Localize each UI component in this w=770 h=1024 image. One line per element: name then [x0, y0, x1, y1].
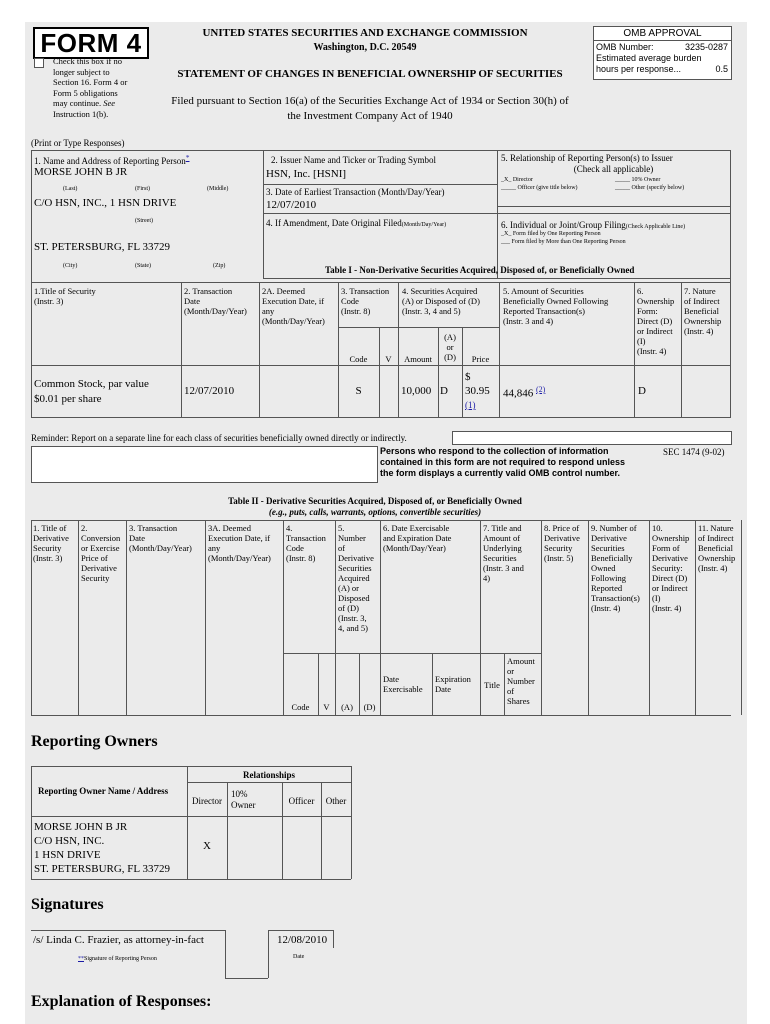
reporting-owners-heading: Reporting Owners	[31, 733, 158, 750]
t2-c1-line: 1. Title of	[33, 523, 67, 533]
t1-row-security	[34, 377, 149, 407]
city-label: (City)	[63, 263, 78, 269]
t1-h6-line: Ownership	[637, 296, 675, 306]
t2-date-ex-line: Exercisable	[383, 684, 423, 694]
form-title-box	[33, 27, 149, 59]
t2-c5-line: Derivative	[338, 553, 374, 563]
t1-price-symbol: $	[465, 371, 471, 383]
t2-c8-line: 8. Price of	[544, 523, 580, 533]
t2-col2-header	[81, 523, 120, 583]
signature-date: 12/08/2010	[277, 934, 328, 946]
notice-line: the form displays a currently valid OMB control number.	[380, 468, 621, 478]
earliest-date-value: 12/07/2010	[266, 199, 317, 211]
t2-c7-line: Underlying	[483, 543, 522, 553]
t2-c11-line: (Instr. 4)	[698, 563, 728, 573]
t2-sub-amount	[507, 656, 535, 706]
t2-c9-line: 9. Number of	[591, 523, 637, 533]
t1-h7-line: Ownership	[684, 316, 722, 326]
reporting-person-city: ST. PETERSBURG, FL 33729	[34, 241, 170, 253]
t2-c11-line: Beneficial	[698, 543, 733, 553]
t1-h6-line: Form:	[637, 306, 658, 316]
t1-sub-amount: Amount	[404, 354, 432, 364]
t2-c5-line: of	[338, 543, 346, 553]
t2-amount-line: of	[507, 686, 515, 696]
t1-security-line: Common Stock, par value	[34, 378, 149, 390]
t2-c5-line: Acquired	[338, 573, 370, 583]
t2-c8-line: Derivative	[544, 533, 580, 543]
t1-row-form: D	[638, 385, 646, 397]
form-sheet	[25, 22, 747, 1024]
t2-col3-header	[129, 523, 192, 553]
t2-sub-title: Title	[484, 680, 500, 690]
state-label: (State)	[135, 263, 151, 269]
t2-c9-line: Derivative	[591, 533, 627, 543]
ten-pct-line: Owner	[231, 800, 256, 810]
signature-label-text: Signature of Reporting Person	[84, 956, 157, 962]
section16-checkbox[interactable]	[34, 58, 44, 68]
t2-c5-line: 4, and 5)	[338, 623, 368, 633]
date-label: Date	[293, 954, 305, 960]
zip-label: (Zip)	[213, 263, 226, 269]
reporting-person-name: MORSE JOHN B JR	[34, 166, 128, 178]
t2-col5-header	[338, 523, 374, 633]
reporting-person-label	[34, 153, 189, 166]
t2-sub-expiration	[435, 674, 471, 694]
relationships-header: Relationships	[242, 770, 295, 780]
t1-col4-header	[402, 286, 480, 316]
t1-col5-header	[503, 286, 608, 326]
omb-number-label: OMB Number:	[596, 42, 654, 52]
t2-col1-header	[33, 523, 69, 563]
t2-c10-line: (Instr. 4)	[652, 603, 682, 613]
owner-line: C/O HSN, INC.	[34, 835, 105, 847]
t2-c9-line: Securities	[591, 543, 625, 553]
t1-security-line: $0.01 per share	[34, 393, 102, 405]
t1-h2a-line: any	[262, 306, 275, 316]
t2-c11-line: Ownership	[698, 553, 736, 563]
t1-h2a-line: (Month/Day/Year)	[262, 316, 325, 326]
t2-c3a-line: any	[208, 543, 221, 553]
t1-h1-line: 1.Title of Security	[34, 286, 96, 296]
signatures-heading: Signatures	[31, 896, 104, 913]
relationship-officer: _____ Officer (give title below)	[501, 185, 578, 191]
t2-c9-line: Following	[591, 573, 626, 583]
sec-form-number: SEC 1474 (9-02)	[663, 447, 725, 457]
t2-c9-line: Reported	[591, 583, 623, 593]
omb-burden-line1: Estimated average burden	[596, 53, 702, 63]
omb-title: OMB APPROVAL	[594, 27, 731, 41]
t2-c3a-line: (Month/Day/Year)	[208, 553, 271, 563]
t2-c4-line: (Instr. 8)	[286, 553, 316, 563]
t2-c2-line: Derivative	[81, 563, 117, 573]
owner-line: MORSE JOHN B JR	[34, 821, 128, 833]
t1-h4-line: (A) or Disposed of (D)	[402, 296, 480, 306]
t2-col11-header	[698, 523, 735, 573]
checkbox-text-line: Instruction 1(b).	[53, 108, 109, 119]
earliest-date-label: 3. Date of Earliest Transaction (Month/Day/Year)	[266, 187, 445, 197]
t2-sub-date-exercisable	[383, 674, 423, 694]
t2-c10-line: Ownership	[652, 533, 690, 543]
t1-h4-line: 4. Securities Acquired	[402, 286, 478, 296]
t2-c10-line: Form of	[652, 543, 680, 553]
t1-owned-footnote-link[interactable]: (2)	[536, 385, 546, 394]
t1-aord-line: (A)	[444, 332, 456, 342]
t1-h6-line: (I)	[637, 336, 646, 346]
t1-h7-line: of Indirect	[684, 296, 720, 306]
notice-line: Persons who respond to the collection of information	[380, 446, 609, 456]
ten-pct-line: 10%	[231, 789, 248, 799]
reminder-text: Reminder: Report on a separate line for each class of securities beneficially owned directly or indirectly.	[31, 433, 407, 443]
reporting-person-footnote-link[interactable]: *	[185, 153, 190, 162]
table2-title: Table II - Derivative Securities Acquired, Disposed of, or Beneficially Owned	[228, 496, 522, 506]
t2-c3a-line: 3A. Deemed	[208, 523, 251, 533]
issuer-label: 2. Issuer Name and Ticker or Trading Symbol	[271, 155, 436, 165]
t1-aord-line: (D)	[444, 352, 456, 362]
ten-pct-header	[231, 789, 256, 811]
owner-line: 1 HSN DRIVE	[34, 849, 101, 861]
checkbox-text-line: Section 16. Form 4 or	[53, 77, 128, 87]
t2-c9-line: Transaction(s)	[591, 593, 640, 603]
filing-sublabel: (Check Applicable Line)	[625, 224, 686, 230]
checkbox-text-line: Check this box if no	[53, 56, 122, 66]
t2-c3-line: 3. Transaction	[129, 523, 178, 533]
t2-c3a-line: Execution Date, if	[208, 533, 271, 543]
relationship-director: _X_ Director	[501, 177, 533, 183]
agency-name: UNITED STATES SECURITIES AND EXCHANGE COMMISSION	[202, 27, 528, 39]
t1-col7-header	[684, 286, 721, 336]
t2-c11-line: 11. Nature	[698, 523, 734, 533]
t2-c7-line: 4)	[483, 573, 491, 583]
t1-h3-line: 3. Transaction	[341, 286, 390, 296]
t2-c10-line: Direct (D)	[652, 573, 688, 583]
t2-col8-header	[544, 523, 580, 563]
t2-c11-line: of Indirect	[698, 533, 734, 543]
filed-pursuant-line1: Filed pursuant to Section 16(a) of the Securities Exchange Act of 1934 or Section 30(h) of	[171, 95, 569, 107]
notice-box-left	[31, 446, 378, 483]
notice-line: contained in this form are not required to respond unless	[380, 457, 626, 467]
t1-h5-line: Reported Transaction(s)	[503, 306, 585, 316]
t1-h6-line: (Instr. 4)	[637, 346, 667, 356]
t1-h2a-line: Execution Date, if	[262, 296, 325, 306]
last-label: (Last)	[63, 186, 78, 192]
signature-value: /s/ Linda C. Frazier, as attorney-in-fact	[33, 934, 204, 946]
t2-c2-line: Conversion	[81, 533, 121, 543]
t1-sub-price: Price	[471, 354, 490, 364]
t2-c5-line: (A) or	[338, 583, 360, 593]
t2-c7-line: (Instr. 3 and	[483, 563, 524, 573]
filing-one-person: _X_ Form filed by One Reporting Person	[501, 231, 601, 237]
t1-h6-line: 6.	[637, 286, 644, 296]
t2-sub-code: Code	[291, 702, 310, 712]
t1-row-code: S	[355, 385, 362, 397]
relationship-sublabel: (Check all applicable)	[573, 164, 654, 174]
t1-col6-header	[637, 286, 674, 356]
t2-c5-line: Number	[338, 533, 366, 543]
relationship-label: 5. Relationship of Reporting Person(s) to Issuer	[501, 153, 673, 163]
issuer-name: HSN, Inc. [HSNI]	[266, 168, 347, 180]
t1-h2a-line: 2A. Deemed	[262, 286, 305, 296]
t2-c5-line: Securities	[338, 563, 372, 573]
t1-sub-v: V	[385, 354, 392, 364]
checkbox-text-line: may continue.	[53, 98, 102, 108]
t1-aord-line: or	[446, 342, 454, 352]
t1-price-footnote-link[interactable]: (1)	[465, 400, 476, 410]
statement-title: STATEMENT OF CHANGES IN BENEFICIAL OWNERSHIP OF SECURITIES	[177, 68, 563, 80]
t2-amount-line: Number	[507, 676, 535, 686]
t2-c8-line: (Instr. 5)	[544, 553, 574, 563]
explanation-heading: Explanation of Responses:	[31, 993, 212, 1010]
t2-c6-line: and Expiration Date	[383, 533, 452, 543]
table2-subtitle: (e.g., puts, calls, warrants, options, convertible securities)	[268, 507, 482, 517]
t2-col7-header	[483, 523, 524, 583]
t2-c1-line: Derivative	[33, 533, 69, 543]
t1-col2-header	[184, 286, 247, 316]
t1-h7-line: (Instr. 4)	[684, 326, 714, 336]
t2-c5-line: (Instr. 3,	[338, 613, 367, 623]
t1-row-aord: D	[440, 385, 448, 397]
t1-owned-value: 44,846	[503, 387, 534, 400]
t2-c2-line: 2.	[81, 523, 88, 533]
print-type-note: (Print or Type Responses)	[31, 138, 125, 148]
t1-h2-line: Date	[184, 296, 201, 306]
t2-c4-line: Transaction	[286, 533, 326, 543]
t1-h3-line: Code	[341, 296, 359, 306]
t2-sub-d: (D)	[363, 702, 376, 712]
t2-amount-line: Amount	[507, 656, 535, 666]
t2-amount-line: Shares	[507, 696, 530, 706]
t2-c7-line: Securities	[483, 553, 517, 563]
t2-c4-line: Code	[286, 543, 304, 553]
t1-h6-line: Direct (D)	[637, 316, 673, 326]
t2-c5-line: of (D)	[338, 603, 360, 613]
amendment-label	[266, 218, 446, 228]
t2-c7-line: 7. Title and	[483, 523, 522, 533]
signature-label	[78, 956, 157, 962]
t2-c6-line: 6. Date Exercisable	[383, 523, 450, 533]
t2-date-ex-line: Date	[383, 674, 400, 684]
t2-exp-line: Expiration	[435, 674, 471, 684]
relationship-other: _____ Other (specify below)	[615, 185, 685, 191]
omb-hours: 0.5	[715, 64, 728, 74]
reporting-person-address: C/O HSN, INC., 1 HSN DRIVE	[34, 197, 177, 209]
table1-title: Table I - Non-Derivative Securities Acquired, Disposed of, or Beneficially Owned	[325, 265, 635, 275]
t2-col6-header	[383, 523, 451, 553]
t1-col1-header	[34, 286, 96, 306]
t2-c6-line: (Month/Day/Year)	[383, 543, 446, 553]
director-mark: X	[203, 840, 211, 852]
checkbox-text-line: Form 5 obligations	[53, 87, 118, 98]
t2-c2-line: Price of	[81, 553, 108, 563]
first-label: (First)	[135, 186, 150, 192]
other-header: Other	[325, 796, 347, 806]
see-link-text: See	[103, 98, 116, 108]
officer-header: Officer	[288, 796, 315, 806]
t1-row-owned	[503, 385, 545, 400]
t1-col3-header	[341, 286, 389, 316]
agency-location: Washington, D.C. 20549	[313, 42, 417, 53]
owner-name-header: Reporting Owner Name / Address	[38, 786, 169, 796]
filed-pursuant-line2: the Investment Company Act of 1940	[287, 110, 453, 122]
t1-h7-line: Beneficial	[684, 306, 719, 316]
checkbox-text-line: longer subject to	[53, 66, 110, 77]
relationship-ten-pct: _____ 10% Owner	[615, 177, 661, 183]
t2-c8-line: Security	[544, 543, 573, 553]
t2-exp-line: Date	[435, 684, 452, 694]
t1-sub-a-or-d	[438, 332, 462, 362]
t2-c10-line: 10.	[652, 523, 663, 533]
signature-footnote-link[interactable]: **	[78, 956, 84, 962]
street-label: (Street)	[135, 218, 153, 224]
owner-line: ST. PETERSBURG, FL 33729	[34, 863, 170, 875]
t2-c9-line: Owned	[591, 563, 616, 573]
t2-c5-line: Disposed	[338, 593, 370, 603]
t1-h5-line: Beneficially Owned Following	[503, 296, 609, 306]
owner-address	[34, 820, 170, 876]
t2-amount-line: or	[507, 666, 515, 676]
t2-c2-line: Security	[81, 573, 110, 583]
filing-label-text: 6. Individual or Joint/Group Filing	[501, 220, 626, 230]
t1-row-amount: 10,000	[401, 385, 432, 397]
middle-label: (Middle)	[207, 186, 229, 192]
t2-sub-a: (A)	[341, 702, 353, 712]
t2-c10-line: Derivative	[652, 553, 688, 563]
t1-h7-line: 7. Nature	[684, 286, 716, 296]
t1-h2-line: 2. Transaction	[184, 286, 233, 296]
reminder-box	[452, 431, 732, 445]
t1-price-value: 30.95	[465, 385, 490, 397]
t2-c10-line: or Indirect	[652, 583, 688, 593]
t2-c9-line: (Instr. 4)	[591, 603, 621, 613]
t2-c10-line: Security:	[652, 563, 683, 573]
reporting-person-label-text: 1. Name and Address of Reporting Person	[34, 156, 186, 166]
t2-col10-header	[652, 523, 689, 613]
filing-more-persons: ___ Form filed by More than One Reporting Person	[501, 239, 626, 245]
t2-col3a-header	[208, 523, 271, 563]
t1-h5-line: 5. Amount of Securities	[503, 286, 584, 296]
t2-c7-line: Amount of	[483, 533, 521, 543]
t1-h3-line: (Instr. 8)	[341, 306, 371, 316]
t2-col4-header	[286, 523, 326, 563]
t2-c1-line: Security	[33, 543, 62, 553]
omb-approval-box	[593, 26, 732, 80]
t2-c3-line: (Month/Day/Year)	[129, 543, 192, 553]
t1-row-date: 12/07/2010	[184, 385, 235, 397]
t1-h6-line: or Indirect	[637, 326, 673, 336]
omb-burden-line2: hours per response...	[596, 64, 682, 74]
omb-number: 3235-0287	[684, 42, 728, 52]
t2-col9-header	[591, 523, 640, 613]
t1-h4-line: (Instr. 3, 4 and 5)	[402, 306, 461, 316]
amendment-sublabel: (Month/Day/Year)	[401, 222, 447, 228]
t2-sub-v: V	[323, 702, 330, 712]
t1-h2-line: (Month/Day/Year)	[184, 306, 247, 316]
checkbox-instructions	[53, 56, 148, 119]
t1-col2a-header	[262, 286, 325, 326]
t1-row-price	[465, 370, 490, 412]
t2-c1-line: (Instr. 3)	[33, 553, 63, 563]
t2-c10-line: (I)	[652, 593, 661, 603]
persons-notice	[380, 446, 625, 479]
t1-sub-code: Code	[349, 354, 368, 364]
filing-label	[501, 220, 685, 230]
form-title: FORM 4	[40, 28, 142, 58]
t2-c2-line: or Exercise	[81, 543, 120, 553]
director-header: Director	[192, 796, 222, 806]
t2-c3-line: Date	[129, 533, 146, 543]
t2-c9-line: Beneficially	[591, 553, 633, 563]
t1-h1-line: (Instr. 3)	[34, 296, 64, 306]
amendment-label-text: 4. If Amendment, Date Original Filed	[266, 218, 402, 228]
t1-h5-line: (Instr. 3 and 4)	[503, 316, 554, 326]
t2-c5-line: 5.	[338, 523, 345, 533]
t2-c4-line: 4.	[286, 523, 293, 533]
